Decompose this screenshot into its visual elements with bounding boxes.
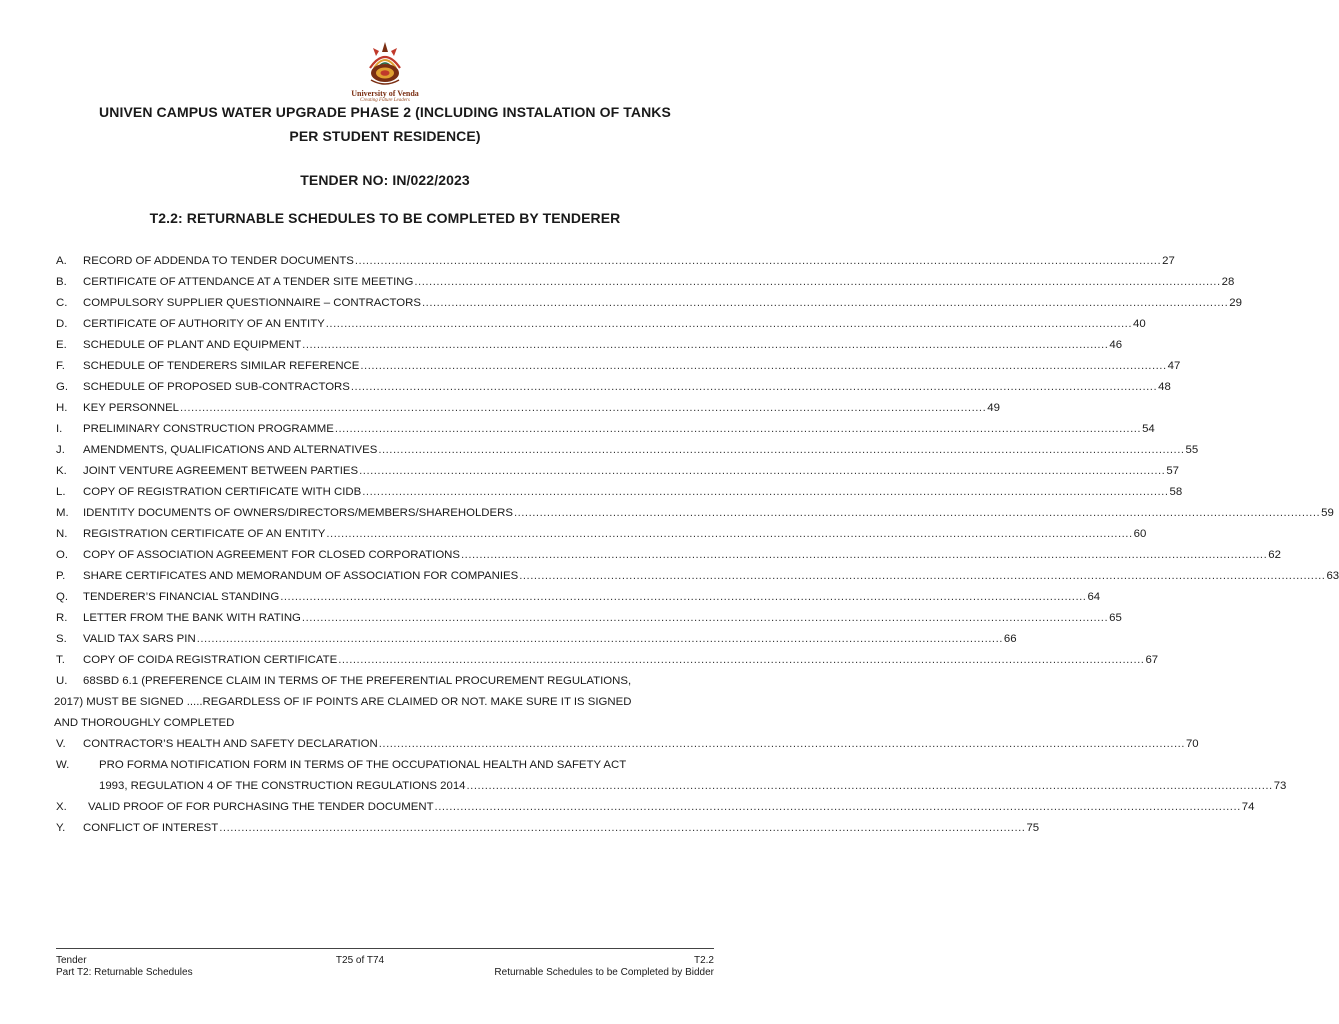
- toc-letter: J.: [56, 444, 65, 456]
- toc-letter: T.: [56, 654, 65, 666]
- toc-page: 60: [1133, 528, 1147, 540]
- toc-leader: ............................................................................................................................................................................................................................: [334, 423, 1142, 435]
- toc-item: [56, 566, 1339, 587]
- toc-text: AND THOROUGHLY COMPLETED: [54, 717, 235, 729]
- toc-leader: ............................................................................................................................................................................................................................: [378, 738, 1185, 750]
- toc-text: VALID PROOF OF FOR PURCHASING THE TENDER DOCUMENT: [88, 801, 434, 813]
- logo-name: University of Venda: [351, 89, 419, 98]
- toc-leader: ............................................................................................................................................................................................................................: [360, 360, 1167, 372]
- footer-divider: [56, 948, 714, 949]
- toc-leader: ............................................................................................................................................................................................................................: [513, 507, 1321, 519]
- toc-item: [56, 524, 1147, 545]
- toc-text: SHARE CERTIFICATES AND MEMORANDUM OF ASSOCIATION FOR COMPANIES: [83, 570, 519, 582]
- toc-letter: A.: [56, 255, 67, 267]
- toc-text: IDENTITY DOCUMENTS OF OWNERS/DIRECTORS/MEMBERS/SHAREHOLDERS: [83, 507, 513, 519]
- toc-leader: ............................................................................................................................................................................................................................: [325, 318, 1132, 330]
- toc-page: 59: [1321, 507, 1334, 519]
- toc-item: [56, 482, 1183, 503]
- toc-page: 73: [1273, 780, 1287, 792]
- toc-page: 40: [1133, 318, 1146, 330]
- toc-text: COPY OF REGISTRATION CERTIFICATE WITH CIDB: [83, 486, 362, 498]
- footer-left-line-1: Tender: [56, 955, 87, 966]
- toc-leader: ............................................................................................................................................................................................................................: [354, 255, 1162, 267]
- toc-page: 66: [1003, 633, 1017, 645]
- toc-item-x: [56, 797, 1255, 818]
- toc-item: [56, 629, 1017, 650]
- toc-page: 54: [1142, 423, 1155, 435]
- toc-leader: ............................................................................................................................................................................................................................: [219, 822, 1026, 834]
- toc-item: [56, 335, 1123, 356]
- footer-left-line-2: Part T2: Returnable Schedules: [56, 967, 193, 978]
- toc-item: [56, 419, 1155, 440]
- toc-text: SCHEDULE OF TENDERERS SIMILAR REFERENCE: [83, 360, 360, 372]
- toc-item: [56, 587, 1101, 608]
- toc-text: RECORD OF ADDENDA TO TENDER DOCUMENTS: [83, 255, 354, 267]
- toc-page: 28: [1221, 276, 1235, 288]
- toc-leader: ............................................................................................................................................................................................................................: [338, 654, 1145, 666]
- toc-leader: ............................................................................................................................................................................................................................: [280, 591, 1087, 603]
- toc-item: [56, 314, 1146, 335]
- toc-leader: ............................................................................................................................................................................................................................: [378, 444, 1185, 456]
- toc-letter: Q.: [56, 591, 69, 603]
- toc-item: [56, 608, 1122, 629]
- toc-page: 58: [1169, 486, 1183, 498]
- toc-page: 46: [1109, 339, 1123, 351]
- toc-item: [56, 545, 1281, 566]
- table-of-contents: [54, 251, 1339, 839]
- toc-leader: ............................................................................................................................................................................................................................: [350, 381, 1158, 393]
- toc-letter: M.: [56, 507, 69, 519]
- toc-text: SCHEDULE OF PROPOSED SUB-CONTRACTORS: [83, 381, 350, 393]
- toc-letter: X.: [56, 801, 67, 813]
- toc-letter: D.: [56, 318, 68, 330]
- toc-text: JOINT VENTURE AGREEMENT BETWEEN PARTIES: [83, 465, 359, 477]
- tender-number: TENDER NO: IN/022/2023: [300, 172, 470, 188]
- toc-text: COPY OF ASSOCIATION AGREEMENT FOR CLOSED CORPORATIONS: [83, 549, 461, 561]
- section-heading: T2.2: RETURNABLE SCHEDULES TO BE COMPLETED BY TENDERER: [149, 210, 621, 226]
- toc-leader: ............................................................................................................................................................................................................................: [362, 486, 1169, 498]
- project-title-line-2: PER STUDENT RESIDENCE): [289, 128, 481, 144]
- toc-text: COMPULSORY SUPPLIER QUESTIONNAIRE – CONTRACTORS: [83, 297, 421, 309]
- toc-page: 74: [1241, 801, 1255, 813]
- toc-item-u-continued: [54, 713, 714, 734]
- toc-page: 27: [1162, 255, 1175, 267]
- logo-tagline: Creating Future Leaders: [360, 98, 410, 103]
- toc-item: [56, 461, 1180, 482]
- toc-page: 63: [1326, 570, 1339, 582]
- footer-right: [494, 955, 714, 979]
- crest-icon: [340, 40, 430, 88]
- toc-letter: P.: [56, 570, 66, 582]
- toc-letter: Y.: [56, 822, 66, 834]
- toc-text: PRELIMINARY CONSTRUCTION PROGRAMME: [83, 423, 334, 435]
- toc-item-v: [56, 734, 1199, 755]
- toc-item: [56, 440, 1199, 461]
- toc-letter: E.: [56, 339, 67, 351]
- toc-item: [56, 293, 1242, 314]
- toc-text: SCHEDULE OF PLANT AND EQUIPMENT: [83, 339, 302, 351]
- toc-leader: ............................................................................................................................................................................................................................: [326, 528, 1133, 540]
- toc-text: REGISTRATION CERTIFICATE OF AN ENTITY: [83, 528, 326, 540]
- toc-leader: ............................................................................................................................................................................................................................: [461, 549, 1268, 561]
- toc-page: 57: [1166, 465, 1180, 477]
- toc-item: [56, 272, 1235, 293]
- toc-item: [56, 356, 1181, 377]
- toc-letter: V.: [56, 738, 66, 750]
- toc-letter: S.: [56, 633, 67, 645]
- toc-text: PRO FORMA NOTIFICATION FORM IN TERMS OF THE OCCUPATIONAL HEALTH AND SAFETY ACT: [99, 759, 627, 771]
- toc-text: 2017) MUST BE SIGNED .....REGARDLESS OF IF POINTS ARE CLAIMED OR NOT. MAKE SURE IT IS SIGNED: [54, 696, 632, 708]
- toc-leader: ............................................................................................................................................................................................................................: [302, 339, 1109, 351]
- toc-item-y: [56, 818, 1040, 839]
- toc-letter: U.: [56, 675, 68, 687]
- toc-letter: F.: [56, 360, 65, 372]
- footer-page-number: T25 of T74: [335, 955, 385, 966]
- toc-item-w: [56, 755, 714, 776]
- toc-leader: ............................................................................................................................................................................................................................: [359, 465, 1166, 477]
- toc-leader: ............................................................................................................................................................................................................................: [434, 801, 1241, 813]
- toc-text: TENDERER’S FINANCIAL STANDING: [83, 591, 280, 603]
- toc-page: 64: [1087, 591, 1101, 603]
- toc-letter: I.: [56, 423, 63, 435]
- footer-right-line-1: T2.2: [693, 955, 714, 966]
- toc-leader: ............................................................................................................................................................................................................................: [414, 276, 1221, 288]
- toc-letter: G.: [56, 381, 69, 393]
- toc-page: 47: [1167, 360, 1181, 372]
- toc-text: 68SBD 6.1 (PREFERENCE CLAIM IN TERMS OF THE PREFERENTIAL PROCUREMENT REGULATIONS,: [83, 675, 632, 687]
- toc-letter: K.: [56, 465, 67, 477]
- project-title-line-1: UNIVEN CAMPUS WATER UPGRADE PHASE 2 (INCLUDING INSTALATION OF TANKS: [99, 104, 671, 120]
- toc-letter: L.: [56, 486, 66, 498]
- toc-item: [56, 398, 1000, 419]
- footer-right-line-2: Returnable Schedules to be Completed by Bidder: [494, 967, 714, 978]
- toc-letter: R.: [56, 612, 68, 624]
- toc-page: 62: [1268, 549, 1281, 561]
- toc-letter: O.: [56, 549, 69, 561]
- toc-text: VALID TAX SARS PIN: [83, 633, 196, 645]
- toc-text: KEY PERSONNEL: [83, 402, 180, 414]
- toc-letter: C.: [56, 297, 68, 309]
- toc-page: 65: [1109, 612, 1122, 624]
- toc-page: 70: [1185, 738, 1199, 750]
- toc-item-u-continued: [54, 692, 714, 713]
- toc-text: CONFLICT OF INTEREST: [83, 822, 219, 834]
- toc-leader: ............................................................................................................................................................................................................................: [519, 570, 1326, 582]
- toc-item: [56, 650, 1159, 671]
- toc-leader: ............................................................................................................................................................................................................................: [180, 402, 987, 414]
- toc-text: AMENDMENTS, QUALIFICATIONS AND ALTERNATIVES: [83, 444, 378, 456]
- toc-item: [56, 251, 1175, 272]
- toc-leader: ............................................................................................................................................................................................................................: [422, 297, 1229, 309]
- toc-text: 1993, REGULATION 4 OF THE CONSTRUCTION REGULATIONS 2014: [99, 780, 466, 792]
- toc-page: 75: [1026, 822, 1040, 834]
- toc-page: 67: [1145, 654, 1159, 666]
- toc-leader: ............................................................................................................................................................................................................................: [196, 633, 1003, 645]
- footer-left: [56, 955, 193, 979]
- toc-text: CERTIFICATE OF ATTENDANCE AT A TENDER SITE MEETING: [83, 276, 414, 288]
- toc-letter: B.: [56, 276, 67, 288]
- toc-item-w-continued: [56, 776, 1287, 797]
- toc-text: LETTER FROM THE BANK WITH RATING: [83, 612, 301, 624]
- toc-page: 48: [1158, 381, 1171, 393]
- toc-letter: W.: [56, 759, 70, 771]
- university-logo: [340, 40, 430, 106]
- toc-leader: ............................................................................................................................................................................................................................: [466, 780, 1273, 792]
- toc-item: [56, 503, 1334, 524]
- toc-letter: N.: [56, 528, 68, 540]
- toc-text: CONTRACTOR’S HEALTH AND SAFETY DECLARATION: [83, 738, 378, 750]
- toc-text: COPY OF COIDA REGISTRATION CERTIFICATE: [83, 654, 338, 666]
- toc-page: 49: [987, 402, 1000, 414]
- toc-leader: ............................................................................................................................................................................................................................: [301, 612, 1109, 624]
- toc-item-u: [56, 671, 714, 692]
- toc-page: 29: [1229, 297, 1242, 309]
- toc-item: [56, 377, 1171, 398]
- toc-page: 55: [1185, 444, 1199, 456]
- toc-text: CERTIFICATE OF AUTHORITY OF AN ENTITY: [83, 318, 325, 330]
- toc-letter: H.: [56, 402, 68, 414]
